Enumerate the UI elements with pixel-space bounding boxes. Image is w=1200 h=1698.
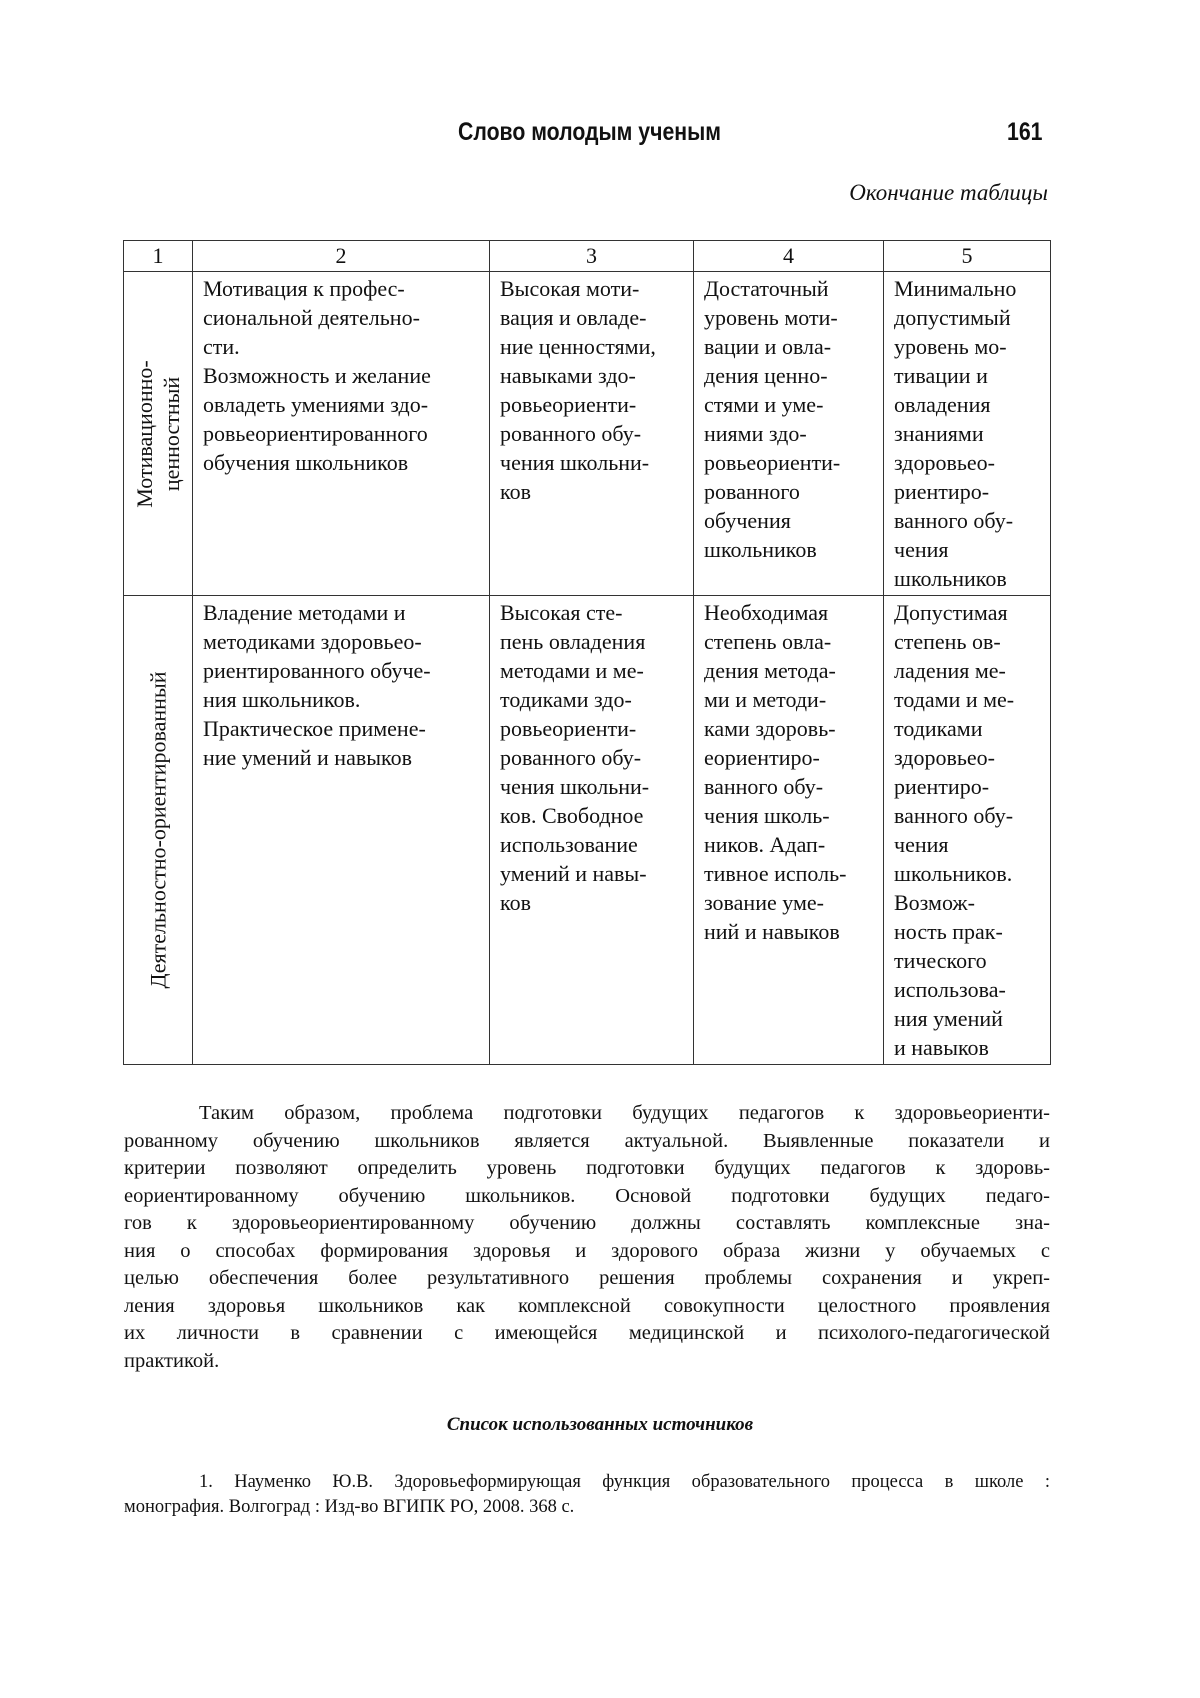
cell-line: ность прак- bbox=[894, 919, 1003, 944]
cell-line: ний и навыков bbox=[704, 919, 840, 944]
cell-line: Мотивация к профес- bbox=[203, 276, 405, 301]
cell-line: сти. bbox=[203, 334, 240, 359]
cell-line: риентиро- bbox=[894, 479, 990, 504]
cell-line: школьников bbox=[894, 566, 1007, 591]
table-cell bbox=[490, 272, 694, 596]
cell-line: ние умений и навыков bbox=[203, 745, 412, 770]
cell-line: ми и методи- bbox=[704, 687, 827, 712]
table-cell bbox=[884, 596, 1051, 1065]
cell-line: ванного обу- bbox=[704, 774, 824, 799]
cell-line: Высокая моти- bbox=[500, 276, 640, 301]
cell-line: школьников. bbox=[894, 861, 1013, 886]
row-label-cell bbox=[124, 272, 193, 596]
table-cell bbox=[193, 272, 490, 596]
cell-line: риентиро- bbox=[894, 774, 990, 799]
cell-line: ками здоровь- bbox=[704, 716, 836, 741]
cell-line: чения bbox=[894, 537, 949, 562]
table-cell bbox=[884, 272, 1051, 596]
page-number: 161 bbox=[1007, 118, 1043, 146]
cell-line: ков bbox=[500, 479, 531, 504]
cell-line: еориентиро- bbox=[704, 745, 820, 770]
cell-line: степень ов- bbox=[894, 629, 1001, 654]
cell-line: методами и ме- bbox=[500, 658, 644, 683]
running-header-title: Слово молодым ученым bbox=[458, 118, 721, 146]
cell-line: тивации и bbox=[894, 363, 988, 388]
reference-line: монография. Волгоград : Изд-во ВГИПК РО, 2008. 368 с. bbox=[124, 1497, 575, 1517]
paragraph-line: еориентированному обучению школьников. Основой подготовки будущих педаго- bbox=[124, 1184, 1050, 1207]
criteria-table bbox=[123, 240, 1051, 1065]
cell-line: ровьеориентированного bbox=[203, 421, 428, 446]
column-number: 3 bbox=[490, 241, 694, 272]
table-row bbox=[124, 596, 1051, 1065]
row-label-line: Деятельностно-ориентированный bbox=[145, 671, 171, 989]
table-row bbox=[124, 272, 1051, 596]
cell-line: обучения школьников bbox=[203, 450, 409, 475]
cell-line: ванного обу- bbox=[894, 508, 1014, 533]
column-number: 4 bbox=[694, 241, 884, 272]
cell-line: овладеть умениями здо- bbox=[203, 392, 429, 417]
cell-line: чения школьни- bbox=[500, 774, 650, 799]
cell-line: ния умений bbox=[894, 1006, 1003, 1031]
cell-line: тодами и ме- bbox=[894, 687, 1015, 712]
column-number: 1 bbox=[124, 241, 193, 272]
cell-line: ладения ме- bbox=[894, 658, 1006, 683]
cell-line: вации и овла- bbox=[704, 334, 832, 359]
cell-line: стями и уме- bbox=[704, 392, 824, 417]
cell-line: ков. Свободное bbox=[500, 803, 644, 828]
paragraph-line: гов к здоровьеориентированному обучению должны составлять комплексные зна- bbox=[124, 1212, 1050, 1234]
cell-line: дения ценно- bbox=[704, 363, 828, 388]
cell-line: чения школьни- bbox=[500, 450, 650, 475]
cell-line: сиональной деятельно- bbox=[203, 305, 420, 330]
references-list bbox=[124, 1470, 1050, 1520]
row-label-line: ценностный bbox=[159, 376, 184, 491]
paragraph-line: Таким образом, проблема подготовки будущих педагогов к здоровьеориенти- bbox=[199, 1102, 1050, 1124]
cell-line: использова- bbox=[894, 977, 1006, 1002]
references-heading: Список использованных источников bbox=[446, 1414, 754, 1435]
cell-line: использование bbox=[500, 832, 638, 857]
paragraph-line: целью обеспечения более результативного решения проблемы сохранения и укреп- bbox=[124, 1267, 1050, 1289]
cell-line: чения bbox=[894, 832, 949, 857]
cell-line: ровьеориенти- bbox=[500, 392, 637, 417]
cell-line: вация и овладе- bbox=[500, 305, 647, 330]
cell-line: чения школь- bbox=[704, 803, 830, 828]
cell-line: уровень мо- bbox=[894, 334, 1007, 359]
cell-line: Минимально bbox=[894, 276, 1017, 301]
cell-line: Практическое примене- bbox=[203, 716, 426, 741]
table-caption: Окончание таблицы bbox=[849, 180, 1048, 205]
cell-line: методиками здоровьео- bbox=[203, 629, 422, 654]
cell-line: обучения bbox=[704, 508, 791, 533]
cell-line: тодиками bbox=[894, 716, 983, 741]
table-cell bbox=[193, 596, 490, 1065]
paragraph-line: их личности в сравнении с имеющейся медицинской и психолого-педагогической bbox=[124, 1322, 1050, 1344]
cell-line: ников. Адап- bbox=[704, 832, 826, 857]
cell-line: ние ценностями, bbox=[500, 334, 656, 359]
cell-line: ниями здо- bbox=[704, 421, 807, 446]
column-number: 5 bbox=[884, 241, 1051, 272]
cell-line: степень овла- bbox=[704, 629, 832, 654]
cell-line: здоровьео- bbox=[894, 745, 995, 770]
column-number: 2 bbox=[193, 241, 490, 272]
reference-line: 1. Науменко Ю.В. Здоровьеформирующая функция образовательного процесса в школе : bbox=[199, 1472, 1050, 1492]
cell-line: пень овладения bbox=[500, 629, 646, 654]
paragraph-line: практикой. bbox=[124, 1349, 220, 1372]
conclusion-paragraph bbox=[124, 1100, 1050, 1375]
cell-line: Возможность и желание bbox=[203, 363, 431, 388]
cell-line: ровьеориенти- bbox=[500, 716, 637, 741]
cell-line: тивное исполь- bbox=[704, 861, 847, 886]
cell-line: навыками здо- bbox=[500, 363, 636, 388]
cell-line: ровьеориенти- bbox=[704, 450, 841, 475]
table-cell bbox=[490, 596, 694, 1065]
cell-line: рованного bbox=[704, 479, 800, 504]
cell-line: Высокая сте- bbox=[500, 600, 623, 625]
paragraph-line: рованному обучению школьников является актуальной. Выявленные показатели и bbox=[124, 1129, 1050, 1152]
cell-line: зование уме- bbox=[704, 890, 824, 915]
cell-line: Необходимая bbox=[704, 600, 829, 625]
table-cell bbox=[694, 272, 884, 596]
cell-line: дения метода- bbox=[704, 658, 836, 683]
cell-line: уровень моти- bbox=[704, 305, 838, 330]
paragraph-line: ления здоровья школьников как комплексной совокупности целостного проявления bbox=[124, 1294, 1050, 1317]
row-label bbox=[145, 671, 172, 988]
paragraph-line: критерии позволяют определить уровень подготовки будущих педагогов к здоровь- bbox=[124, 1157, 1050, 1179]
cell-line: Владение методами и bbox=[203, 600, 406, 625]
table-cell bbox=[694, 596, 884, 1065]
cell-line: ванного обу- bbox=[894, 803, 1014, 828]
cell-line: рованного обу- bbox=[500, 745, 642, 770]
cell-line: риентированного обуче- bbox=[203, 658, 431, 683]
cell-line: школьников bbox=[704, 537, 817, 562]
row-label-cell bbox=[124, 596, 193, 1065]
paragraph-line: ния о способах формирования здоровья и здорового образа жизни у обучаемых с bbox=[124, 1239, 1050, 1262]
cell-line: овладения bbox=[894, 392, 991, 417]
column-number-row bbox=[124, 241, 1051, 272]
cell-line: ния школьников. bbox=[203, 687, 361, 712]
cell-line: Достаточный bbox=[704, 276, 829, 301]
cell-line: допустимый bbox=[894, 305, 1011, 330]
cell-line: умений и навы- bbox=[500, 861, 647, 886]
row-label bbox=[131, 360, 185, 507]
cell-line: тического bbox=[894, 948, 987, 973]
row-label-line: Мотивационно- bbox=[132, 359, 157, 508]
cell-line: и навыков bbox=[894, 1035, 989, 1060]
cell-line: Возмож- bbox=[894, 890, 975, 915]
cell-line: Допустимая bbox=[894, 600, 1008, 625]
cell-line: знаниями bbox=[894, 421, 984, 446]
cell-line: тодиками здо- bbox=[500, 687, 632, 712]
cell-line: ков bbox=[500, 890, 531, 915]
cell-line: рованного обу- bbox=[500, 421, 642, 446]
cell-line: здоровьео- bbox=[894, 450, 995, 475]
